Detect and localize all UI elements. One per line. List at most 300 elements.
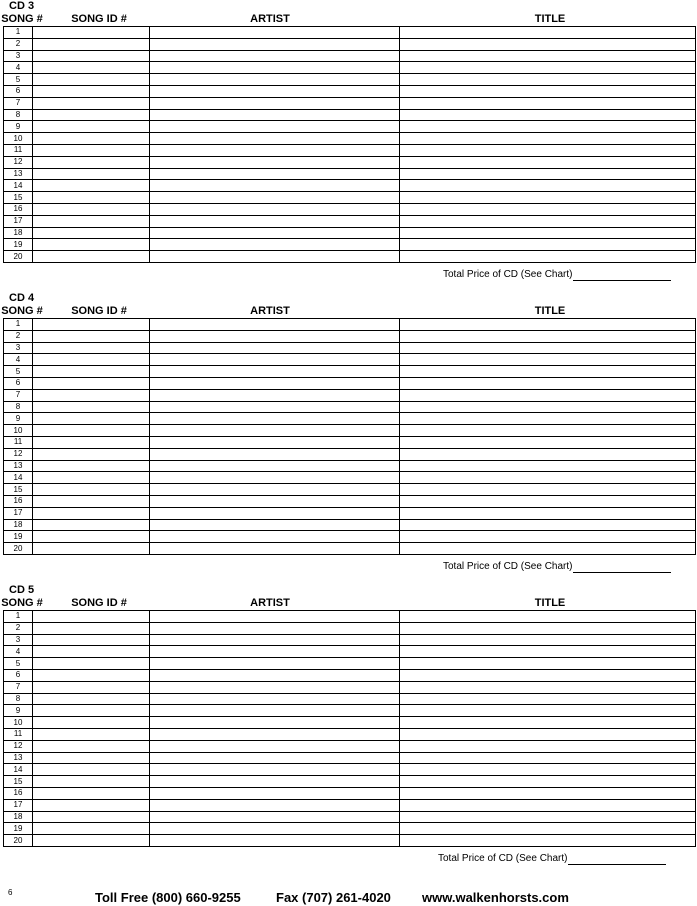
row-number: 8 bbox=[4, 693, 33, 705]
table-row bbox=[4, 144, 696, 156]
song-id-cell[interactable] bbox=[33, 448, 150, 460]
title-cell[interactable] bbox=[400, 740, 696, 752]
song-id-cell[interactable] bbox=[33, 495, 150, 507]
title-cell[interactable] bbox=[400, 787, 696, 799]
row-number: 17 bbox=[4, 799, 33, 811]
title-cell[interactable] bbox=[400, 811, 696, 823]
fax-number: Fax (707) 261-4020 bbox=[276, 890, 391, 905]
title-cell[interactable] bbox=[400, 507, 696, 519]
table-row bbox=[4, 354, 696, 366]
title-cell[interactable] bbox=[400, 377, 696, 389]
song-id-cell[interactable] bbox=[33, 62, 150, 74]
total-price-field[interactable] bbox=[573, 562, 671, 573]
title-cell[interactable] bbox=[400, 799, 696, 811]
song-id-cell[interactable] bbox=[33, 74, 150, 86]
artist-cell[interactable] bbox=[150, 646, 400, 658]
artist-cell[interactable] bbox=[150, 472, 400, 484]
toll-free-number: Toll Free (800) 660-9255 bbox=[95, 890, 241, 905]
song-id-cell[interactable] bbox=[33, 507, 150, 519]
row-number: 16 bbox=[4, 787, 33, 799]
song-id-cell[interactable] bbox=[33, 740, 150, 752]
table-row bbox=[4, 121, 696, 133]
song-id-cell[interactable] bbox=[33, 646, 150, 658]
song-id-cell[interactable] bbox=[33, 319, 150, 331]
artist-cell[interactable] bbox=[150, 693, 400, 705]
song-entry-table bbox=[3, 610, 696, 847]
table-row bbox=[4, 413, 696, 425]
artist-cell[interactable] bbox=[150, 787, 400, 799]
row-number: 20 bbox=[4, 835, 33, 847]
title-cell[interactable] bbox=[400, 85, 696, 97]
row-number: 10 bbox=[4, 425, 33, 437]
row-number: 13 bbox=[4, 460, 33, 472]
artist-cell[interactable] bbox=[150, 543, 400, 555]
title-cell[interactable] bbox=[400, 354, 696, 366]
song-id-cell[interactable] bbox=[33, 799, 150, 811]
artist-cell[interactable] bbox=[150, 507, 400, 519]
song-id-cell[interactable] bbox=[33, 413, 150, 425]
artist-cell[interactable] bbox=[150, 495, 400, 507]
song-number-header: SONG # bbox=[1, 305, 43, 317]
row-number: 20 bbox=[4, 543, 33, 555]
song-id-cell[interactable] bbox=[33, 693, 150, 705]
song-id-header: SONG ID # bbox=[71, 13, 127, 25]
table-row bbox=[4, 669, 696, 681]
song-id-cell[interactable] bbox=[33, 681, 150, 693]
artist-cell[interactable] bbox=[150, 377, 400, 389]
table-row bbox=[4, 752, 696, 764]
artist-cell[interactable] bbox=[150, 764, 400, 776]
total-price-row bbox=[443, 269, 671, 281]
row-number: 10 bbox=[4, 133, 33, 145]
total-price-row bbox=[443, 561, 671, 573]
title-cell[interactable] bbox=[400, 215, 696, 227]
table-row bbox=[4, 776, 696, 788]
table-row bbox=[4, 425, 696, 437]
table-row bbox=[4, 811, 696, 823]
table-row bbox=[4, 823, 696, 835]
artist-cell[interactable] bbox=[150, 484, 400, 496]
song-id-cell[interactable] bbox=[33, 835, 150, 847]
artist-cell[interactable] bbox=[150, 681, 400, 693]
artist-cell[interactable] bbox=[150, 180, 400, 192]
table-row bbox=[4, 460, 696, 472]
row-number: 18 bbox=[4, 227, 33, 239]
title-cell[interactable] bbox=[400, 472, 696, 484]
table-row bbox=[4, 27, 696, 39]
title-cell[interactable] bbox=[400, 251, 696, 263]
table-row bbox=[4, 97, 696, 109]
table-row bbox=[4, 658, 696, 670]
song-id-cell[interactable] bbox=[33, 764, 150, 776]
page-footer bbox=[0, 890, 697, 906]
artist-cell[interactable] bbox=[150, 705, 400, 717]
table-row bbox=[4, 156, 696, 168]
title-cell[interactable] bbox=[400, 681, 696, 693]
title-cell[interactable] bbox=[400, 634, 696, 646]
row-number: 14 bbox=[4, 180, 33, 192]
artist-cell[interactable] bbox=[150, 50, 400, 62]
row-number: 19 bbox=[4, 531, 33, 543]
table-row bbox=[4, 764, 696, 776]
total-price-label: Total Price of CD (See Chart) bbox=[443, 269, 573, 280]
artist-cell[interactable] bbox=[150, 413, 400, 425]
song-id-cell[interactable] bbox=[33, 611, 150, 623]
artist-cell[interactable] bbox=[150, 109, 400, 121]
table-row bbox=[4, 401, 696, 413]
row-number: 12 bbox=[4, 156, 33, 168]
row-number: 19 bbox=[4, 239, 33, 251]
row-number: 4 bbox=[4, 62, 33, 74]
artist-cell[interactable] bbox=[150, 823, 400, 835]
table-row bbox=[4, 192, 696, 204]
title-cell[interactable] bbox=[400, 168, 696, 180]
title-cell[interactable] bbox=[400, 611, 696, 623]
row-number: 6 bbox=[4, 377, 33, 389]
artist-cell[interactable] bbox=[150, 622, 400, 634]
song-id-cell[interactable] bbox=[33, 472, 150, 484]
total-price-field[interactable] bbox=[568, 854, 666, 865]
artist-cell[interactable] bbox=[150, 227, 400, 239]
song-id-cell[interactable] bbox=[33, 823, 150, 835]
artist-cell[interactable] bbox=[150, 239, 400, 251]
artist-cell[interactable] bbox=[150, 354, 400, 366]
song-id-cell[interactable] bbox=[33, 776, 150, 788]
artist-cell[interactable] bbox=[150, 811, 400, 823]
table-row bbox=[4, 646, 696, 658]
artist-cell[interactable] bbox=[150, 342, 400, 354]
row-number: 16 bbox=[4, 203, 33, 215]
title-cell[interactable] bbox=[400, 366, 696, 378]
row-number: 12 bbox=[4, 740, 33, 752]
row-number: 4 bbox=[4, 646, 33, 658]
song-id-cell[interactable] bbox=[33, 531, 150, 543]
website-link[interactable]: www.walkenhorsts.com bbox=[422, 890, 569, 905]
song-id-cell[interactable] bbox=[33, 50, 150, 62]
artist-cell[interactable] bbox=[150, 27, 400, 39]
table-row bbox=[4, 180, 696, 192]
title-cell[interactable] bbox=[400, 519, 696, 531]
song-id-cell[interactable] bbox=[33, 38, 150, 50]
artist-cell[interactable] bbox=[150, 251, 400, 263]
table-row bbox=[4, 342, 696, 354]
title-cell[interactable] bbox=[400, 728, 696, 740]
artist-cell[interactable] bbox=[150, 740, 400, 752]
table-row bbox=[4, 835, 696, 847]
table-row bbox=[4, 50, 696, 62]
song-id-cell[interactable] bbox=[33, 366, 150, 378]
artist-cell[interactable] bbox=[150, 776, 400, 788]
artist-cell[interactable] bbox=[150, 531, 400, 543]
total-price-row bbox=[438, 853, 666, 865]
table-row bbox=[4, 693, 696, 705]
song-id-cell[interactable] bbox=[33, 436, 150, 448]
song-id-cell[interactable] bbox=[33, 669, 150, 681]
song-id-header: SONG ID # bbox=[71, 597, 127, 609]
song-id-cell[interactable] bbox=[33, 239, 150, 251]
title-cell[interactable] bbox=[400, 669, 696, 681]
row-number: 12 bbox=[4, 448, 33, 460]
total-price-field[interactable] bbox=[573, 270, 671, 281]
row-number: 2 bbox=[4, 622, 33, 634]
title-cell[interactable] bbox=[400, 74, 696, 86]
song-id-cell[interactable] bbox=[33, 519, 150, 531]
artist-header: ARTIST bbox=[250, 305, 290, 317]
song-id-cell[interactable] bbox=[33, 109, 150, 121]
title-cell[interactable] bbox=[400, 436, 696, 448]
title-cell[interactable] bbox=[400, 764, 696, 776]
table-row bbox=[4, 436, 696, 448]
row-number: 20 bbox=[4, 251, 33, 263]
title-cell[interactable] bbox=[400, 401, 696, 413]
table-row bbox=[4, 740, 696, 752]
title-cell[interactable] bbox=[400, 192, 696, 204]
song-id-cell[interactable] bbox=[33, 717, 150, 729]
row-number: 7 bbox=[4, 681, 33, 693]
title-cell[interactable] bbox=[400, 109, 696, 121]
title-cell[interactable] bbox=[400, 319, 696, 331]
title-cell[interactable] bbox=[400, 413, 696, 425]
song-id-cell[interactable] bbox=[33, 251, 150, 263]
row-number: 4 bbox=[4, 354, 33, 366]
title-cell[interactable] bbox=[400, 835, 696, 847]
row-number: 19 bbox=[4, 823, 33, 835]
song-id-cell[interactable] bbox=[33, 787, 150, 799]
song-id-cell[interactable] bbox=[33, 377, 150, 389]
song-entry-table bbox=[3, 318, 696, 555]
artist-cell[interactable] bbox=[150, 728, 400, 740]
row-number: 16 bbox=[4, 495, 33, 507]
artist-cell[interactable] bbox=[150, 62, 400, 74]
song-id-cell[interactable] bbox=[33, 203, 150, 215]
row-number: 3 bbox=[4, 634, 33, 646]
artist-cell[interactable] bbox=[150, 121, 400, 133]
title-cell[interactable] bbox=[400, 717, 696, 729]
artist-cell[interactable] bbox=[150, 389, 400, 401]
row-number: 17 bbox=[4, 215, 33, 227]
table-row bbox=[4, 389, 696, 401]
song-id-cell[interactable] bbox=[33, 484, 150, 496]
cd-title: CD 5 bbox=[9, 584, 35, 596]
title-cell[interactable] bbox=[400, 203, 696, 215]
song-id-cell[interactable] bbox=[33, 811, 150, 823]
artist-cell[interactable] bbox=[150, 203, 400, 215]
song-id-cell[interactable] bbox=[33, 634, 150, 646]
title-header: TITLE bbox=[534, 597, 566, 609]
artist-cell[interactable] bbox=[150, 97, 400, 109]
table-row bbox=[4, 519, 696, 531]
song-id-cell[interactable] bbox=[33, 622, 150, 634]
title-cell[interactable] bbox=[400, 752, 696, 764]
song-id-cell[interactable] bbox=[33, 227, 150, 239]
cd-title: CD 3 bbox=[9, 0, 35, 12]
row-number: 11 bbox=[4, 436, 33, 448]
artist-cell[interactable] bbox=[150, 658, 400, 670]
title-cell[interactable] bbox=[400, 531, 696, 543]
artist-cell[interactable] bbox=[150, 634, 400, 646]
row-number: 9 bbox=[4, 705, 33, 717]
song-id-cell[interactable] bbox=[33, 705, 150, 717]
table-row bbox=[4, 543, 696, 555]
title-cell[interactable] bbox=[400, 460, 696, 472]
table-row bbox=[4, 611, 696, 623]
title-cell[interactable] bbox=[400, 705, 696, 717]
title-cell[interactable] bbox=[400, 543, 696, 555]
table-row bbox=[4, 495, 696, 507]
artist-cell[interactable] bbox=[150, 192, 400, 204]
title-cell[interactable] bbox=[400, 50, 696, 62]
artist-cell[interactable] bbox=[150, 330, 400, 342]
row-number: 8 bbox=[4, 109, 33, 121]
artist-cell[interactable] bbox=[150, 717, 400, 729]
song-id-cell[interactable] bbox=[33, 156, 150, 168]
row-number: 15 bbox=[4, 776, 33, 788]
title-header: TITLE bbox=[534, 13, 566, 25]
title-cell[interactable] bbox=[400, 38, 696, 50]
artist-cell[interactable] bbox=[150, 156, 400, 168]
table-row bbox=[4, 622, 696, 634]
title-cell[interactable] bbox=[400, 121, 696, 133]
title-header: TITLE bbox=[534, 305, 566, 317]
table-row bbox=[4, 168, 696, 180]
row-number: 1 bbox=[4, 611, 33, 623]
table-row bbox=[4, 484, 696, 496]
song-entry-table bbox=[3, 26, 696, 263]
artist-cell[interactable] bbox=[150, 133, 400, 145]
artist-cell[interactable] bbox=[150, 448, 400, 460]
song-id-cell[interactable] bbox=[33, 192, 150, 204]
title-cell[interactable] bbox=[400, 646, 696, 658]
artist-cell[interactable] bbox=[150, 215, 400, 227]
artist-cell[interactable] bbox=[150, 74, 400, 86]
song-id-cell[interactable] bbox=[33, 144, 150, 156]
table-row bbox=[4, 507, 696, 519]
title-cell[interactable] bbox=[400, 823, 696, 835]
artist-header: ARTIST bbox=[250, 597, 290, 609]
song-id-cell[interactable] bbox=[33, 342, 150, 354]
title-cell[interactable] bbox=[400, 495, 696, 507]
row-number: 2 bbox=[4, 330, 33, 342]
row-number: 6 bbox=[4, 669, 33, 681]
title-cell[interactable] bbox=[400, 97, 696, 109]
table-row bbox=[4, 799, 696, 811]
row-number: 9 bbox=[4, 121, 33, 133]
artist-cell[interactable] bbox=[150, 436, 400, 448]
title-cell[interactable] bbox=[400, 484, 696, 496]
title-cell[interactable] bbox=[400, 180, 696, 192]
artist-cell[interactable] bbox=[150, 799, 400, 811]
row-number: 5 bbox=[4, 366, 33, 378]
row-number: 5 bbox=[4, 74, 33, 86]
table-row bbox=[4, 705, 696, 717]
song-id-cell[interactable] bbox=[33, 133, 150, 145]
table-row bbox=[4, 319, 696, 331]
title-cell[interactable] bbox=[400, 227, 696, 239]
artist-cell[interactable] bbox=[150, 425, 400, 437]
song-number-header: SONG # bbox=[1, 597, 43, 609]
title-cell[interactable] bbox=[400, 330, 696, 342]
row-number: 7 bbox=[4, 389, 33, 401]
title-cell[interactable] bbox=[400, 342, 696, 354]
artist-cell[interactable] bbox=[150, 168, 400, 180]
row-number: 2 bbox=[4, 38, 33, 50]
artist-cell[interactable] bbox=[150, 519, 400, 531]
song-id-cell[interactable] bbox=[33, 27, 150, 39]
song-id-cell[interactable] bbox=[33, 97, 150, 109]
title-cell[interactable] bbox=[400, 658, 696, 670]
row-number: 15 bbox=[4, 484, 33, 496]
song-id-cell[interactable] bbox=[33, 180, 150, 192]
artist-cell[interactable] bbox=[150, 38, 400, 50]
artist-cell[interactable] bbox=[150, 460, 400, 472]
artist-cell[interactable] bbox=[150, 85, 400, 97]
song-id-cell[interactable] bbox=[33, 401, 150, 413]
song-id-cell[interactable] bbox=[33, 543, 150, 555]
table-row bbox=[4, 634, 696, 646]
title-cell[interactable] bbox=[400, 144, 696, 156]
title-cell[interactable] bbox=[400, 156, 696, 168]
table-row bbox=[4, 531, 696, 543]
artist-cell[interactable] bbox=[150, 611, 400, 623]
table-row bbox=[4, 448, 696, 460]
table-row bbox=[4, 85, 696, 97]
title-cell[interactable] bbox=[400, 425, 696, 437]
row-number: 17 bbox=[4, 507, 33, 519]
table-row bbox=[4, 728, 696, 740]
song-id-cell[interactable] bbox=[33, 658, 150, 670]
song-id-cell[interactable] bbox=[33, 425, 150, 437]
row-number: 18 bbox=[4, 811, 33, 823]
title-cell[interactable] bbox=[400, 448, 696, 460]
song-id-cell[interactable] bbox=[33, 215, 150, 227]
table-row bbox=[4, 133, 696, 145]
table-row bbox=[4, 203, 696, 215]
row-number: 1 bbox=[4, 319, 33, 331]
song-id-cell[interactable] bbox=[33, 168, 150, 180]
title-cell[interactable] bbox=[400, 133, 696, 145]
song-id-cell[interactable] bbox=[33, 121, 150, 133]
artist-cell[interactable] bbox=[150, 319, 400, 331]
table-row bbox=[4, 681, 696, 693]
row-number: 3 bbox=[4, 342, 33, 354]
title-cell[interactable] bbox=[400, 389, 696, 401]
artist-cell[interactable] bbox=[150, 669, 400, 681]
row-number: 1 bbox=[4, 27, 33, 39]
title-cell[interactable] bbox=[400, 239, 696, 251]
artist-cell[interactable] bbox=[150, 835, 400, 847]
song-id-cell[interactable] bbox=[33, 460, 150, 472]
song-id-cell[interactable] bbox=[33, 330, 150, 342]
artist-cell[interactable] bbox=[150, 366, 400, 378]
song-id-cell[interactable] bbox=[33, 354, 150, 366]
row-number: 10 bbox=[4, 717, 33, 729]
song-id-cell[interactable] bbox=[33, 728, 150, 740]
artist-cell[interactable] bbox=[150, 401, 400, 413]
artist-cell[interactable] bbox=[150, 752, 400, 764]
title-cell[interactable] bbox=[400, 62, 696, 74]
row-number: 3 bbox=[4, 50, 33, 62]
title-cell[interactable] bbox=[400, 27, 696, 39]
song-id-cell[interactable] bbox=[33, 85, 150, 97]
artist-cell[interactable] bbox=[150, 144, 400, 156]
table-row bbox=[4, 330, 696, 342]
title-cell[interactable] bbox=[400, 622, 696, 634]
song-id-cell[interactable] bbox=[33, 389, 150, 401]
title-cell[interactable] bbox=[400, 776, 696, 788]
song-id-cell[interactable] bbox=[33, 752, 150, 764]
title-cell[interactable] bbox=[400, 693, 696, 705]
table-row bbox=[4, 109, 696, 121]
